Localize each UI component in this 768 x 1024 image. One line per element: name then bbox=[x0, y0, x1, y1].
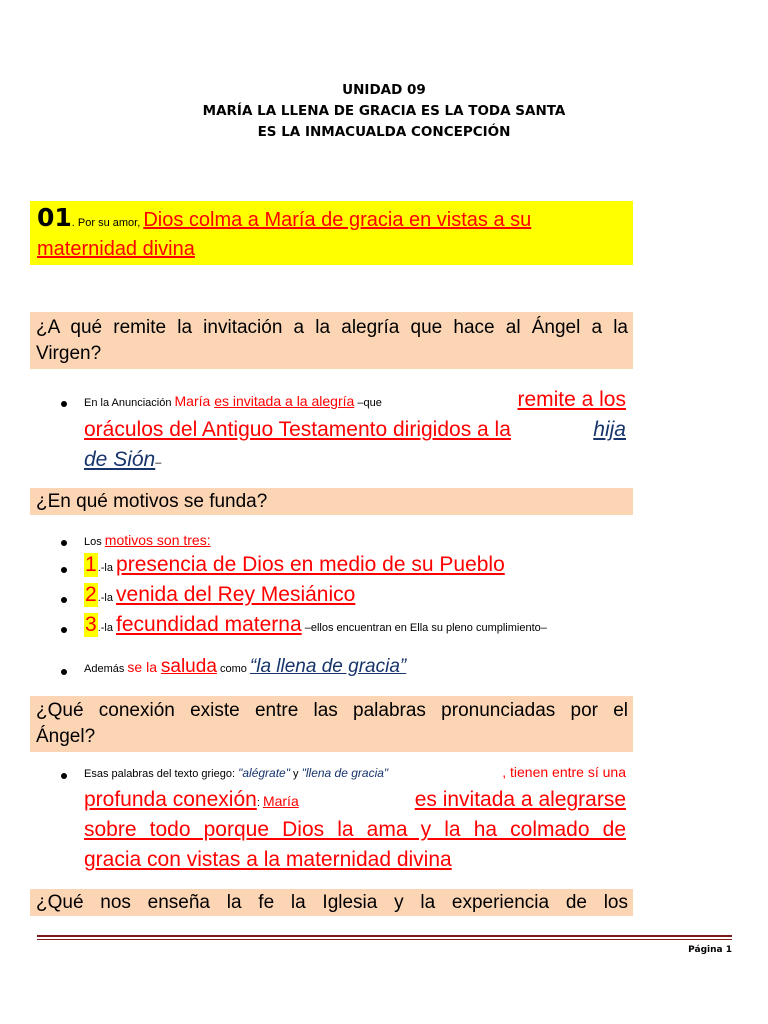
answer-3-colon: : bbox=[256, 797, 263, 809]
motive-number-2: 2 bbox=[85, 583, 97, 606]
answer-1-line-2 bbox=[84, 418, 626, 448]
page-number: Página 1 bbox=[688, 945, 732, 955]
motive-item-2 bbox=[84, 583, 355, 607]
answer-3-maria: María bbox=[262, 793, 299, 809]
answer-3-line-3 bbox=[84, 818, 626, 848]
greeting-como: como bbox=[216, 663, 250, 675]
footer-rule-thin bbox=[37, 939, 732, 940]
question-1-line-a: ¿A qué remite la invitación a la alegría que hace al Ángel a la bbox=[36, 317, 628, 338]
bullet-dot bbox=[61, 540, 67, 546]
motive-number-3: 3 bbox=[85, 613, 97, 636]
unit-heading: UNIDAD 09 bbox=[342, 82, 426, 98]
answer-1-invited: es invitada a la alegría bbox=[214, 393, 355, 409]
greeting-line bbox=[84, 656, 406, 678]
section-01-line-1 bbox=[37, 203, 531, 232]
answer-3-line-4-text: gracia con vistas a la maternidad divina bbox=[84, 848, 452, 871]
section-01-line-2 bbox=[37, 238, 195, 261]
answer-3-invitada: es invitada a alegrarse bbox=[414, 788, 626, 811]
title-line-2: MARÍA LA LLENA DE GRACIA ES LA TODA SANTA bbox=[202, 103, 566, 119]
bullet-dot bbox=[61, 627, 67, 633]
answer-1-pre: En la Anunciación bbox=[84, 397, 175, 409]
answer-1 bbox=[84, 388, 626, 478]
motive-item-1 bbox=[84, 553, 505, 577]
motive-sep-3: .-la bbox=[97, 622, 117, 634]
motive-text-3: fecundidad materna bbox=[116, 613, 302, 636]
answer-1-line-1 bbox=[84, 388, 626, 418]
answer-3-tienen: , tienen entre sí una bbox=[502, 764, 626, 780]
section-title-a: Dios colma a María de gracia en vistas a su bbox=[143, 209, 532, 231]
motive-tail-3: –ellos encuentran en Ella su pleno cumplimiento– bbox=[301, 622, 547, 634]
greeting-llena: “la llena de gracia” bbox=[249, 656, 407, 677]
answer-3 bbox=[84, 764, 626, 878]
answer-3-alegrate: "alégrate" bbox=[238, 766, 290, 780]
motive-sep-1: .-la bbox=[97, 562, 117, 574]
answer-3-llena: "llena de gracia" bbox=[301, 766, 389, 780]
answer-3-pre: Esas palabras del texto griego: bbox=[84, 768, 239, 780]
bullet-dot bbox=[61, 669, 67, 675]
greeting-sela: se la bbox=[127, 659, 161, 675]
motive-number-1: 1 bbox=[85, 553, 97, 576]
motive-text-1: presencia de Dios en medio de su Pueblo bbox=[116, 553, 505, 576]
motives-label: motivos son tres: bbox=[104, 532, 211, 548]
footer-rule bbox=[37, 935, 732, 937]
answer-1-sion: de Sión bbox=[84, 448, 156, 471]
motive-item-3 bbox=[84, 613, 547, 637]
answer-1-oracles: oráculos del Antiguo Testamento dirigidos a la bbox=[84, 418, 511, 441]
answer-1-line-3 bbox=[84, 448, 626, 478]
section-number: 01 bbox=[37, 203, 72, 232]
answer-1-hija: hija bbox=[593, 418, 626, 441]
motive-text-2: venida del Rey Mesiánico bbox=[116, 583, 356, 606]
motives-intro bbox=[84, 532, 211, 550]
answer-1-maria: María bbox=[174, 393, 215, 409]
title-line-3: ES LA INMACUALDA CONCEPCIÓN bbox=[257, 124, 511, 140]
question-1-line-b: Virgen? bbox=[36, 343, 102, 364]
answer-3-profunda: profunda conexión bbox=[84, 788, 257, 811]
bullet-dot bbox=[61, 597, 67, 603]
greeting-saluda: saluda bbox=[160, 656, 217, 677]
answer-1-dash: – bbox=[155, 457, 162, 469]
question-4: ¿Qué nos enseña la fe la Iglesia y la experiencia de los bbox=[36, 892, 628, 913]
answer-1-que: –que bbox=[354, 397, 382, 409]
bullet-dot bbox=[61, 773, 67, 779]
answer-1-remite: remite a los bbox=[517, 388, 626, 411]
answer-3-line-2 bbox=[84, 788, 626, 818]
question-3-line-b: Ángel? bbox=[36, 726, 96, 747]
answer-3-line-4 bbox=[84, 848, 626, 878]
section-intro: . Por su amor, bbox=[71, 217, 144, 229]
question-3-line-a: ¿Qué conexión existe entre las palabras pronunciadas por el bbox=[36, 700, 628, 721]
question-1 bbox=[36, 315, 628, 367]
answer-3-y: y bbox=[289, 768, 302, 780]
question-2: ¿En qué motivos se funda? bbox=[36, 491, 268, 512]
answer-3-line-1 bbox=[84, 764, 626, 788]
motives-los: Los bbox=[84, 536, 105, 548]
motive-sep-2: .-la bbox=[97, 592, 117, 604]
section-title-b: maternidad divina bbox=[37, 238, 195, 260]
question-3 bbox=[36, 698, 628, 750]
greeting-ademas: Además bbox=[84, 663, 128, 675]
document-title bbox=[0, 80, 768, 143]
answer-3-line-3-text: sobre todo porque Dios la ama y la ha colmado de bbox=[84, 818, 626, 841]
bullet-dot bbox=[61, 401, 67, 407]
bullet-dot bbox=[61, 567, 67, 573]
